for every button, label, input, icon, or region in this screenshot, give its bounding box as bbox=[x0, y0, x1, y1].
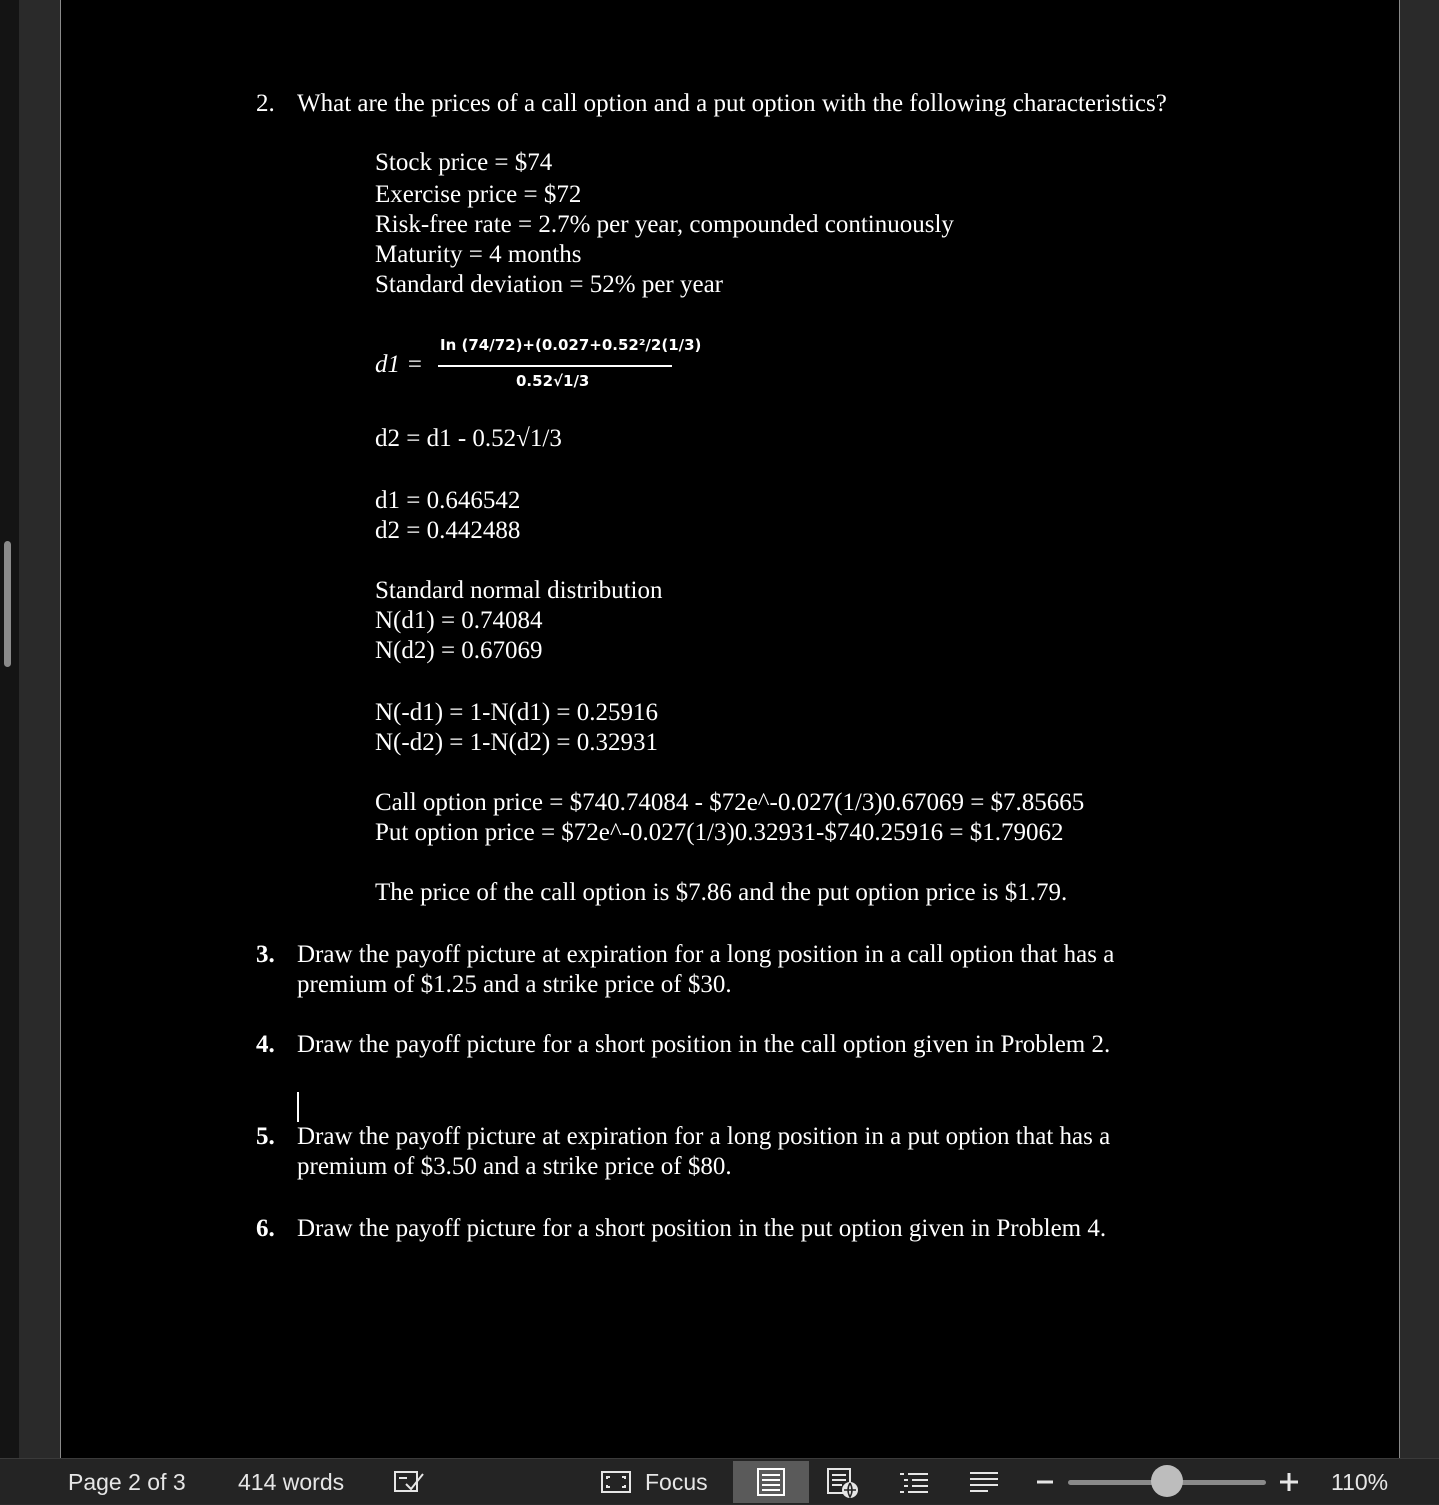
problem-5-line-1: Draw the payoff picture at expiration for a long position in a put option that has a bbox=[297, 1123, 1111, 1150]
vertical-scrollbar-thumb[interactable] bbox=[4, 541, 11, 667]
focus-label[interactable]: Focus bbox=[645, 1469, 708, 1495]
zoom-slider-thumb[interactable] bbox=[1151, 1465, 1183, 1497]
d2-value: d2 = 0.442488 bbox=[375, 517, 521, 544]
zoom-in-icon[interactable] bbox=[1278, 1471, 1300, 1499]
print-layout-view-button[interactable] bbox=[733, 1461, 809, 1503]
d1-denominator: 0.52√1/3 bbox=[516, 372, 590, 390]
n-d1-value: N(d1) = 0.74084 bbox=[375, 607, 543, 634]
given-standard-deviation: Standard deviation = 52% per year bbox=[375, 271, 724, 298]
fraction-bar bbox=[438, 365, 672, 367]
call-option-price: Call option price = $740.74084 - $72e^-0.027(1/3)0.67069 = $7.85665 bbox=[375, 789, 1085, 816]
outline-view-icon[interactable] bbox=[898, 1469, 930, 1503]
problem-3-number: 3. bbox=[256, 941, 275, 968]
problem-6-number: 6. bbox=[256, 1215, 275, 1242]
normal-distribution-heading: Standard normal distribution bbox=[375, 577, 663, 604]
problem-4-line-1: Draw the payoff picture for a short position in the call option given in Problem 2. bbox=[297, 1031, 1111, 1058]
web-layout-icon[interactable] bbox=[826, 1467, 860, 1505]
n-neg-d1-value: N(-d1) = 1-N(d1) = 0.25916 bbox=[375, 699, 659, 726]
problem-2-question: What are the prices of a call option and a put option with the following characteristics? bbox=[297, 90, 1167, 117]
zoom-level[interactable]: 110% bbox=[1331, 1469, 1389, 1495]
word-count-indicator[interactable]: 414 words bbox=[238, 1469, 345, 1495]
d2-formula: d2 = d1 - 0.52√1/3 bbox=[375, 425, 562, 452]
n-d2-value: N(d2) = 0.67069 bbox=[375, 637, 543, 664]
problem-4-number: 4. bbox=[256, 1031, 275, 1058]
d1-value: d1 = 0.646542 bbox=[375, 487, 521, 514]
put-option-price: Put option price = $72e^-0.027(1/3)0.32931-$740.25916 = $1.79062 bbox=[375, 819, 1064, 846]
problem-5-number: 5. bbox=[256, 1123, 275, 1150]
left-margin-strip bbox=[0, 0, 19, 1458]
text-cursor bbox=[297, 1092, 299, 1122]
problem-2-number: 2. bbox=[256, 90, 275, 117]
focus-mode-icon[interactable] bbox=[600, 1469, 632, 1501]
problem-6-line-1: Draw the payoff picture for a short position in the put option given in Problem 4. bbox=[297, 1215, 1107, 1242]
print-layout-icon bbox=[756, 1467, 786, 1503]
problem-3-line-2: premium of $1.25 and a strike price of $30. bbox=[297, 971, 732, 998]
problem-3-line-1: Draw the payoff picture at expiration for a long position in a call option that has a bbox=[297, 941, 1115, 968]
given-risk-free-rate: Risk-free rate = 2.7% per year, compounded continuously bbox=[375, 211, 954, 238]
given-stock-price: Stock price = $74 bbox=[375, 149, 553, 176]
document-page[interactable] bbox=[60, 0, 1400, 1458]
n-neg-d2-value: N(-d2) = 1-N(d2) = 0.32931 bbox=[375, 729, 659, 756]
d1-fraction bbox=[438, 328, 702, 394]
given-exercise-price: Exercise price = $72 bbox=[375, 181, 582, 208]
zoom-out-icon[interactable] bbox=[1035, 1471, 1055, 1498]
page-count-indicator[interactable]: Page 2 of 3 bbox=[68, 1469, 186, 1495]
proofing-check-icon[interactable] bbox=[393, 1469, 425, 1501]
problem-5-line-2: premium of $3.50 and a strike price of $80. bbox=[297, 1153, 732, 1180]
problem-2-conclusion: The price of the call option is $7.86 and the put option price is $1.79. bbox=[375, 879, 1068, 906]
d1-numerator: In (74/72)+(0.027+0.52²/2(1/3) bbox=[440, 336, 702, 354]
given-maturity: Maturity = 4 months bbox=[375, 241, 582, 268]
status-bar bbox=[0, 1458, 1439, 1504]
draft-view-icon[interactable] bbox=[968, 1469, 1000, 1503]
d1-equation-label: d1 = bbox=[375, 351, 424, 378]
